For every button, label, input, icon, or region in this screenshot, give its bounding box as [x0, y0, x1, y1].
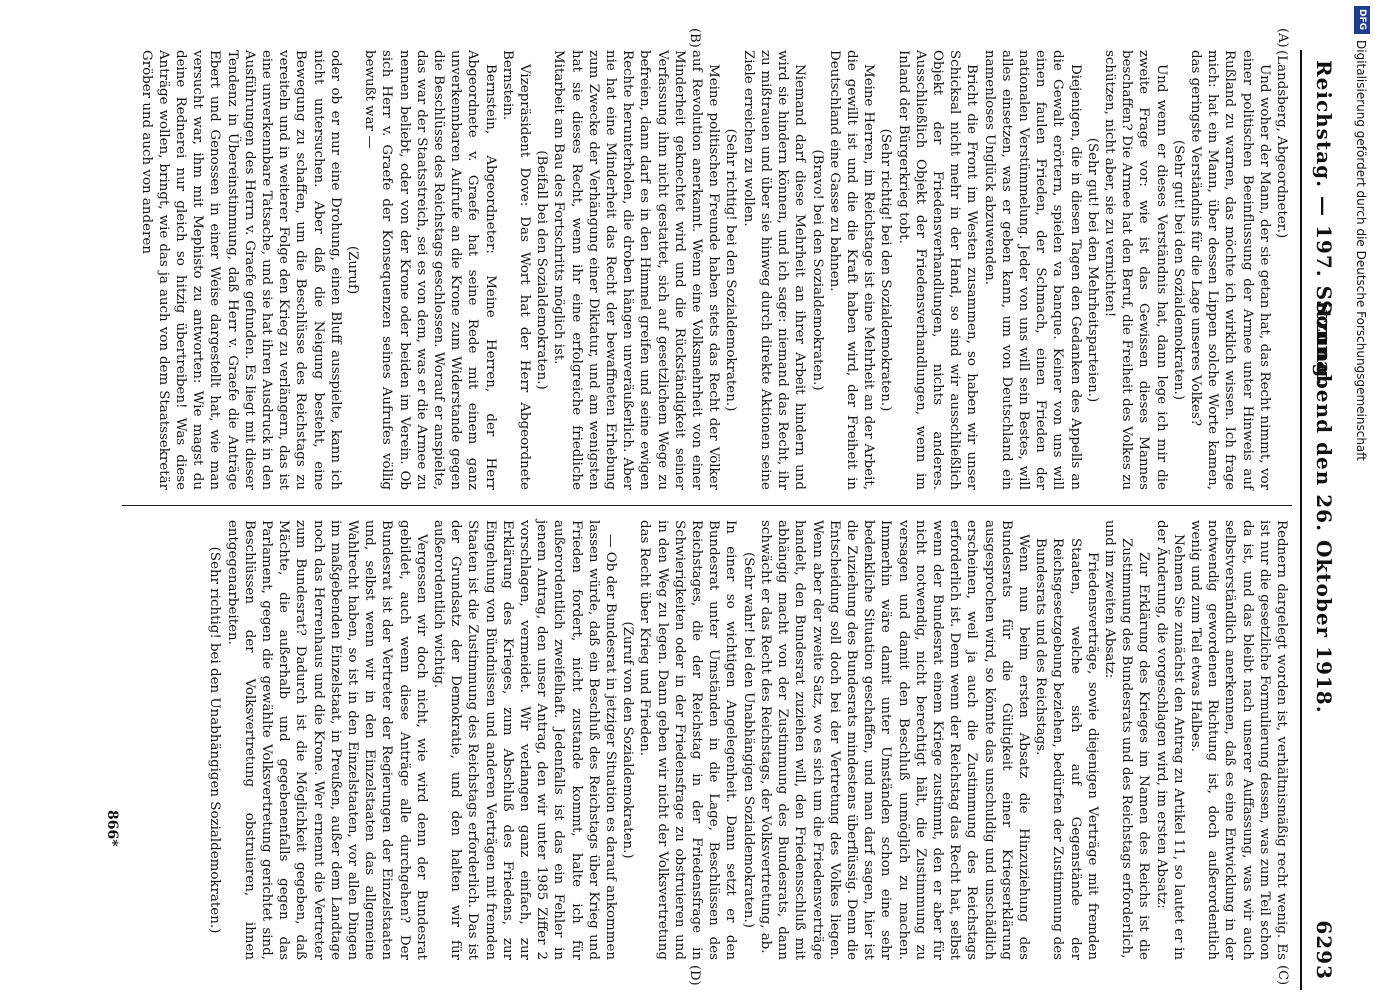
interjection: (Sehr gut! bei den Sozialdemokraten.)	[1170, 139, 1186, 401]
dfg-logo: DFG	[1354, 6, 1370, 34]
header-session: Reichstag. — 197. Sitzung.	[1312, 60, 1336, 387]
paragraph: Nehmen Sie zunächst den Antrag zu Artikel 11, so lautet er in der Änderung, die vorgeschlagen wird, im ersten Absatz:	[1153, 520, 1186, 960]
paragraph: Meine politischen Freunde haben stets das Recht der Völker auf Revolution anerkannt. Wenn eine Volksmehrheit von einer Minderheit geknechtet wird und die Rückständigkeit seiner Verfassung ihm nicht gestattet, sich auf gesetzlichem Wege zu befreien, dann darf es in den Himmel greifen und seine ewigen Rechte herunterholen, die droben hängen unveräußerlich. Aber nie hat eine Minderheit das Recht der bewaffneten Erhebung zum Zwecke der Verhängung einer Diktatur, und am wenigsten hat sie dieses Recht, wenn ihr eine erfolgreiche friedliche Mitarbeit am Bau des Fortschritts möglich ist.	[551, 50, 722, 490]
paragraph: Bricht die Front im Westen zusammen, so haben wir unser Schicksal nicht mehr in der Hand, so sind wir ausschließlich Objekt der Friedensverhandlungen, nichts anderes. Ausschließlich Objekt der Friedensverhandlungen, wenn im Inland der Bürgerkrieg tobt.	[895, 50, 980, 490]
margin-marker-d: (D)	[687, 965, 702, 986]
quoted-text: Zur Erklärung des Krieges im Namen des Reichs ist die Zustimmung des Bundesrats und des Reichstags erforderlich,	[1119, 538, 1152, 960]
interjection: (Sehr richtig! bei den Unabhängigen Sozialdemokraten.)	[207, 546, 223, 934]
paragraph: oder ob er nur eine Drohung, einen Bluff ausspielte, kann ich nicht untersuchen. Aber daß die Neigung besteht, eine Bewegung zu schaffen, um die Beschlüsse des Reichstags zu vereiteln und in weiterer Folge den Krieg zu verlängern, das ist eine unverkennbare Tatsache, und sie hat ihren Ausdruck in den Ausführungen des Herrn v. Graefe gefunden. Es liegt mit dieser Tendenz in Übereinstimmung, daß Herr v. Graefe die Anträge Ebert und Genossen in einer Weise dargestellt hat, wie man versucht war, ihm mit Mephisto zu antworten: Wie magst du deine Rednerei nur gleich so hitzig übertreiben! Was diese Anträge wollen, bringt, wie das ja auch von dem Staatssekretär Gröber und auch von anderen	[138, 50, 343, 490]
paragraph: Niemand darf diese Mehrheit an ihrer Arbeit hindern und wird sie hindern können, und ich sage: niemand das Recht, ihr zu mißtrauen und über sie hinweg durch direkte Aktionen seine Ziele erreichen zu wollen.	[740, 50, 808, 490]
paragraph: Meine Herren, im Reichstage ist eine Mehrheit an der Arbeit, die gewillt ist und die die Kraft haben wird, der Freiheit in Deutschland eine Gasse zu bahnen.	[826, 50, 877, 490]
interjection: (Zuruf von den Sozialdemokraten.)	[620, 621, 636, 859]
interjection: (Sehr wahr! bei den Unabhängigen Sozialdemokraten.)	[740, 551, 756, 929]
paragraph: Vergessen wir doch nicht, wie wird denn der Bundesrat gebildet, auch wenn diese Anträge alle durchgehen? Der Bundesrat ist der Vertreter der Regierungen der Einzelstaaten und, selbst wenn wir in den Einzelstaaten das allgemeine Wahlrecht haben, so ist in den Einzelstaaten, vor allen Dingen im maßgebenden Einzelstaat, in Preußen, außer dem Landtage noch das Herrenhaus und die Krone. Wer ernennt die Vertreter zum Bundesrat? Dadurch ist die Möglichkeit gegeben, daß Mächte, die außerhalb und gegebenenfalls gegen das Parlament, gegen die gewählte Volksvertretung gerichtet sind, Beschlüssen der Volksvertretung obstruieren, ihnen entgegenarbeiten.	[224, 520, 429, 960]
speaker-paragraph: Bernstein, Abgeordneter: Meine Herren, der Herr Abgeordnete v. Graefe hat seine Rede mit einem ganz unverkennbaren Aufrufe an die Krone zum Widerstande gegen die Beschlüsse des Reichstags geschlossen. Worauf er anspielte, das war der Staatsstreich, sei es von dem, was er die Armee zu nennen beliebt, oder von der Krone oder beiden im Verein. Ob sich Herr v. Graefe der Konsequenzen seines Aufrufes völlig bewußt war —	[362, 50, 498, 490]
digitization-credit: Digitalisierung gefördert durch die Deutsche Forschungsgemeinschaft	[1354, 40, 1368, 462]
right-column	[206, 520, 1290, 960]
page-number: 6293	[1312, 920, 1336, 980]
quoted-text: Friedensverträge, sowie diejenigen Verträge mit fremden Staaten, welche sich auf Gegenstände der Reichsgesetzgebung beziehen, bedürfen der Zustimmung des Bundesrats und des Reichstags.	[1033, 538, 1100, 960]
paragraph: Diejenigen, die in diesen Tagen den Gedanken des Appells an die Gewalt erörtern, spielen va banque. Keiner von uns will einen faulen Frieden, der Schmach, einen Frieden der nationalen Verstümmelung. Jeder von uns will sein Bestes, will alles einsetzen, was er geben kann, um von Deutschland ein namenloses Unglück abzuwenden.	[981, 50, 1083, 490]
interjection: (Beifall bei den Sozialdemokraten.)	[534, 150, 550, 390]
paragraph: — Ob der Bundesrat in jetziger Situation es darauf ankommen lassen würde, daß ein Beschluß des Reichstags über Krieg und Frieden fordert, nicht zustande kommt, halte ich für außerordentlich zweifelhaft. Jedenfalls ist das ein Fehler in jenem Antrag, den unser Antrag, den wir unter 1985 Ziffer 2 vorschlagen, vermeidet. Wir verlangen ganz einfach, zur Erklärung des Krieges, zum Abschluß des Friedens, zur Eingehung von Bündnissen und anderen Verträgen mit fremden Staaten ist die Zustimmung des Reichstags erforderlich. Das ist der Grundsatz der Demokratie, und den halten wir für außerordentlich wichtig.	[431, 520, 619, 960]
interjection: (Sehr gut! bei den Mehrheitsparteien.)	[1084, 137, 1100, 403]
column-divider	[122, 505, 1292, 506]
page-header	[1300, 50, 1342, 990]
interjection: (Bravo! bei den Sozialdemokraten.)	[809, 149, 825, 391]
paragraph: Und woher der Mann, der sie getan hat, das Recht nimmt, vor einer politischen Beeinflussung der Armee unter Hinweis auf Rußland zu warnen, das möchte ich wirklich wissen. Ich frage mich: hat ein Mann, über dessen Lippen solche Worte kamen, das geringste Verständnis für die Lage unseres Volkes?	[1187, 50, 1272, 490]
left-column	[137, 50, 1290, 490]
paragraph: Rednern dargelegt worden ist, verhältnismäßig recht wenig. Es ist nur die gesetzliche Formulierung dessen, was zum Teil schon da ist, und das bleibt nach unserer Auffassung, was wir auch selbstverständlich anerkennen, daß es eine Entwicklung in der notwendig gewordenen Richtung ist, doch außerordentlich wenig und zum Teil etwas Halbes.	[1187, 520, 1289, 960]
interjection: (Sehr richtig! bei den Sozialdemokraten.)	[878, 128, 894, 412]
margin-marker-a: (A)	[1275, 28, 1290, 48]
paragraph: Wenn nun beim ersten Absatz die Hinzuziehung des Bundesrats für die Gültigkeit einer Kriegserklärung ausgesprochen wird, so könnte das unschuldig und unschädlich erscheinen, weil ja auch die Zustimmung des Reichstags erforderlich ist. Denn wenn der Reichstag das Recht hat, selbst wenn der Bundesrat einem Kriege zustimmt, den er aber für nicht notwendig, nicht berechtigt hält, die Zustimmung zu versagen und damit den Beschluß unmöglich zu machen. Immerhin wäre damit unter Umständen schon eine sehr bedenkliche Situation geschaffen, und man darf sagen, hier ist die Zuziehung des Bundesrats mindestens überflüssig. Denn die Entscheidung soll doch bei der Vertretung des Volkes liegen. Wenn aber der zweite Satz, wo es sich um die Friedensverträge handelt, den Bundesrat zuziehen will, den Friedensschluß mit abhängig macht von der Zustimmung des Bundesrats, dann schwächt er das Recht des Reichstags, der Volksvertretung, ab.	[757, 520, 1031, 960]
speaker-continuation: (Landsberg, Abgeordneter.)	[1274, 50, 1289, 239]
interjection: (Sehr richtig! bei den Sozialdemokraten.)	[723, 128, 739, 412]
paragraph: In einer so wichtigen Angelegenheit. Dann setzt er den Bundesrat unter Umständen in die Lage, Beschlüssen des Reichstages, die der Reichstag in der Friedensfrage in Schwierigkeiten oder in der Friedensfrage zu obstruieren und in den Weg zu legen. Dann geben wir nicht der Volksvertretung das Recht über Krieg und Frieden.	[637, 520, 739, 960]
rotated-page	[72, 28, 1342, 990]
interjection: (Zuruf)	[345, 245, 361, 295]
speaker-announcement: Vizepräsident Dove: Das Wort hat der Herr Abgeordnete Bernstein.	[499, 50, 533, 490]
margin-marker-c: (C)	[1275, 965, 1290, 986]
paragraph: und im zweiten Absatz:	[1101, 520, 1117, 679]
margin-marker-b: (B)	[687, 28, 702, 48]
signature-mark: 866*	[104, 810, 120, 847]
paragraph: Und wenn er dieses Verständnis hat, dann lege ich mir die zweite Frage vor: wie ist das Gewissen dieses Mannes beschaffen? Die Armee hat den Beruf, die Freiheit des Volkes zu schützen, nicht aber, sie zu vernichten!	[1101, 50, 1169, 490]
header-date: Sonnabend den 26. Oktober 1918.	[1312, 300, 1336, 714]
